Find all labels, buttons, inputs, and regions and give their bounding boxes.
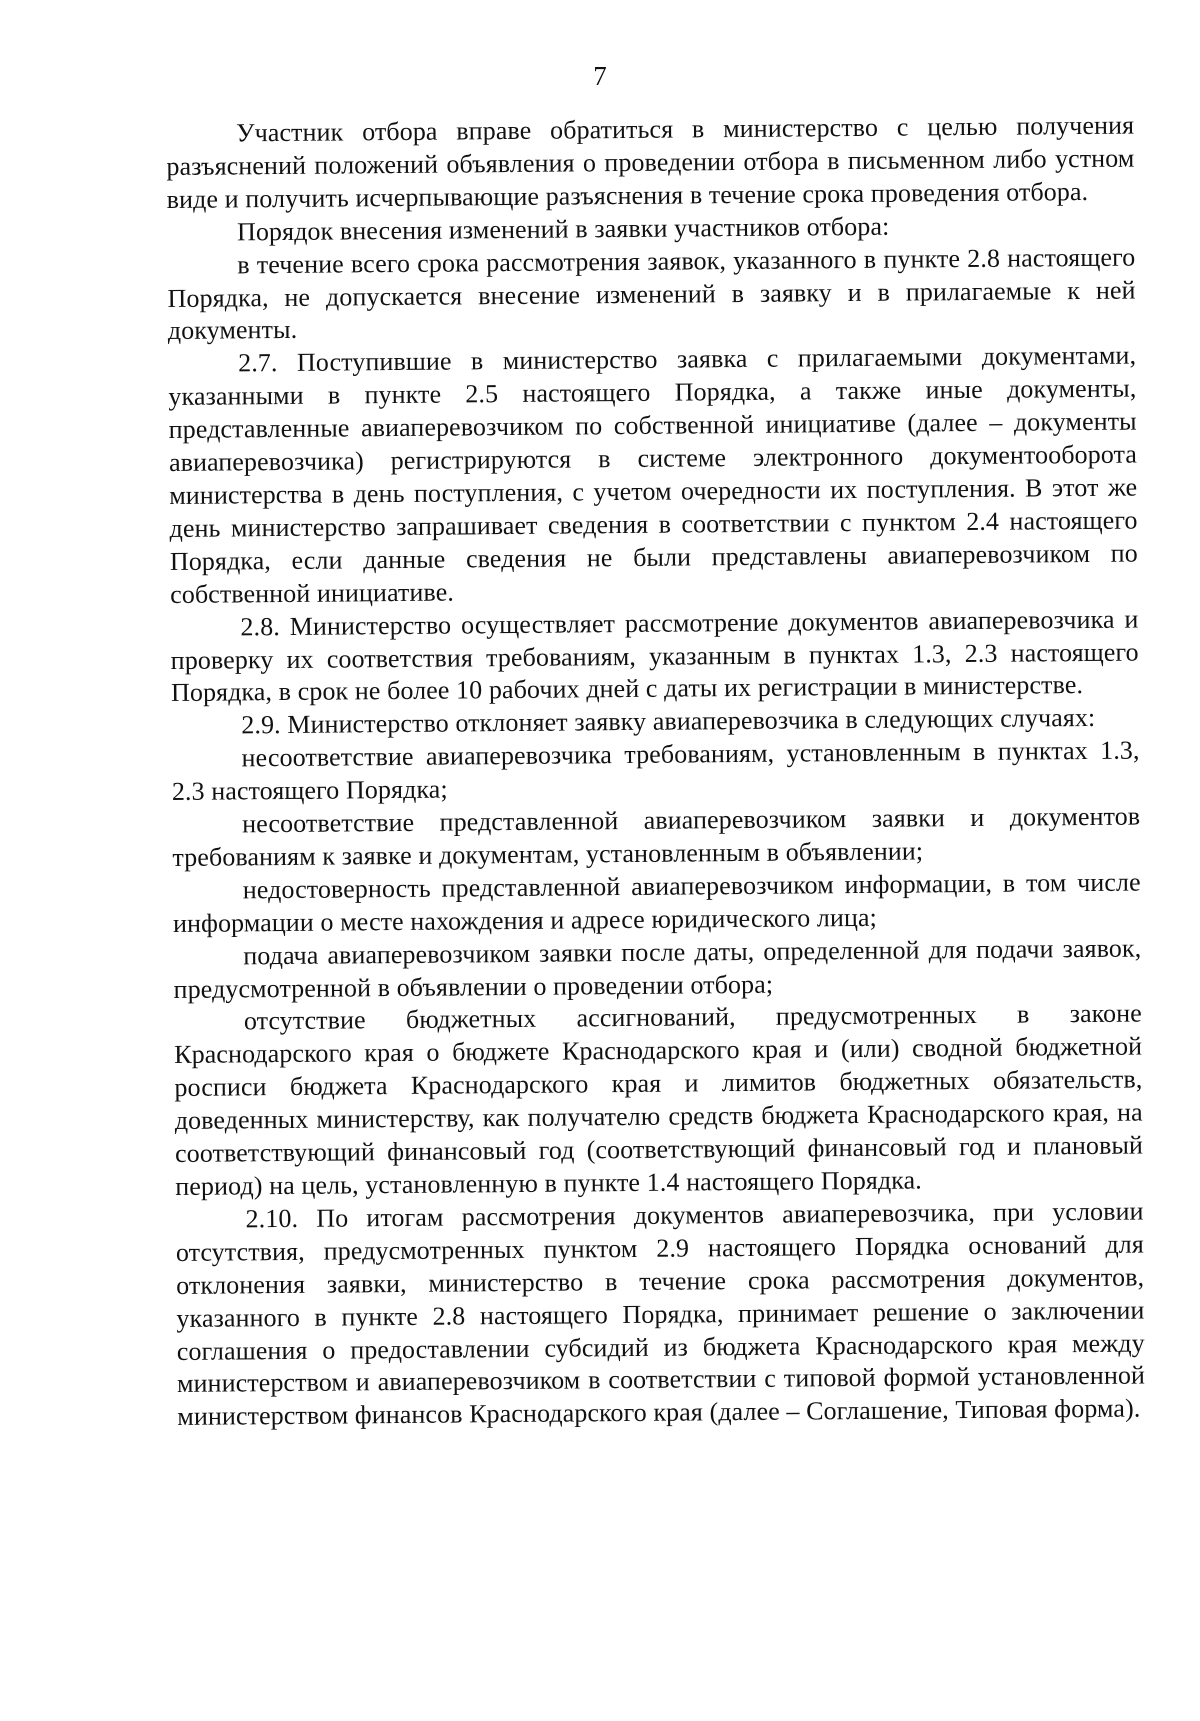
paragraph-2-8-review: 2.8. Министерство осуществляет рассмотрение документов авиаперевозчика и проверку их соответствия требованиям, указанным в пунктах 1.3, 2.3 настоящего Порядка, в срок не более 10 рабочих дней с даты их регистрации в министерстве.: [170, 604, 1139, 708]
paragraph-rejection-no-budget: отсутствие бюджетных ассигнований, предусмотренных в законе Краснодарского края о бюджете Краснодарского края и (или) сводной бюджетной росписи бюджета Краснодарского края и лимитов бюджетных обязательств, доведенных министерству, как получателю средств бюджета Краснодарского края, на соответствующий финансовый год (соответствующий финансовый год и плановый период) на цель, установленную в пункте 1.4 настоящего Порядка.: [174, 998, 1144, 1201]
paragraph-rejection-requirements: несоответствие авиаперевозчика требованиям, установленным в пунктах 1.3, 2.3 настоящего Порядка;: [171, 735, 1140, 807]
paragraph-rejection-late-submission: подача авиаперевозчиком заявки после даты, определенной для подачи заявок, предусмотренной в объявлении о проведении отбора;: [173, 933, 1142, 1004]
paragraph-rejection-false-info: недостоверность представленной авиаперевозчиком информации, в том числе информации о месте нахождения и адресе юридического лица;: [172, 867, 1141, 938]
page-number: 7: [593, 61, 607, 91]
document-body: [166, 110, 1145, 1435]
paragraph-2-9-rejection: 2.9. Министерство отклоняет заявку авиаперевозчика в следующих случаях:: [241, 703, 1096, 740]
paragraph-no-amendments: в течение всего срока рассмотрения заявок, указанного в пункте 2.8 настоящего Порядка, не допускается внесение изменений в заявку и в прилагаемые к ней документы.: [167, 242, 1136, 346]
paragraph-clarification-right: Участник отбора вправе обратиться в министерство с целью получения разъяснений положений объявления о проведении отбора в письменном либо устном виде и получить исчерпывающие разъяснения в течение срока проведения отбора.: [166, 110, 1135, 214]
paragraph-rejection-documents: несоответствие представленной авиаперевозчиком заявки и документов требованиям к заявке и документам, установленным в объявлении;: [172, 801, 1141, 872]
paragraph-amendment-procedure: Порядок внесения изменений в заявки участников отбора:: [236, 211, 890, 247]
paragraph-2-7-registration: 2.7. Поступившие в министерство заявка с прилагаемыми документами, указанными в пункте 2.5 настоящего Порядка, а также иные документы, представленные авиаперевозчиком по собственной инициативе (далее – документы авиаперевозчика) регистрируются в системе электронного документооборота министерства в день поступления, с учетом очередности их поступления. В этот же день министерство запрашивает сведения в соответствии с пунктом 2.4 настоящего Порядка, если данные сведения не были представлены авиаперевозчиком по собственной инициативе.: [168, 340, 1138, 609]
paragraph-2-10-agreement: 2.10. По итогам рассмотрения документов авиаперевозчика, при условии отсутствия, предусмотренных пунктом 2.9 настоящего Порядка оснований для отклонения заявки, министерство в течение срока рассмотрения документов, указанного в пункте 2.8 настоящего Порядка, принимает решение о заключении соглашения о предоставлении субсидий из бюджета Краснодарского края между министерством и авиаперевозчиком в соответствии с типовой формой установленной министерством финансов Краснодарского края (далее – Соглашение, Типовая форма).: [175, 1196, 1146, 1432]
